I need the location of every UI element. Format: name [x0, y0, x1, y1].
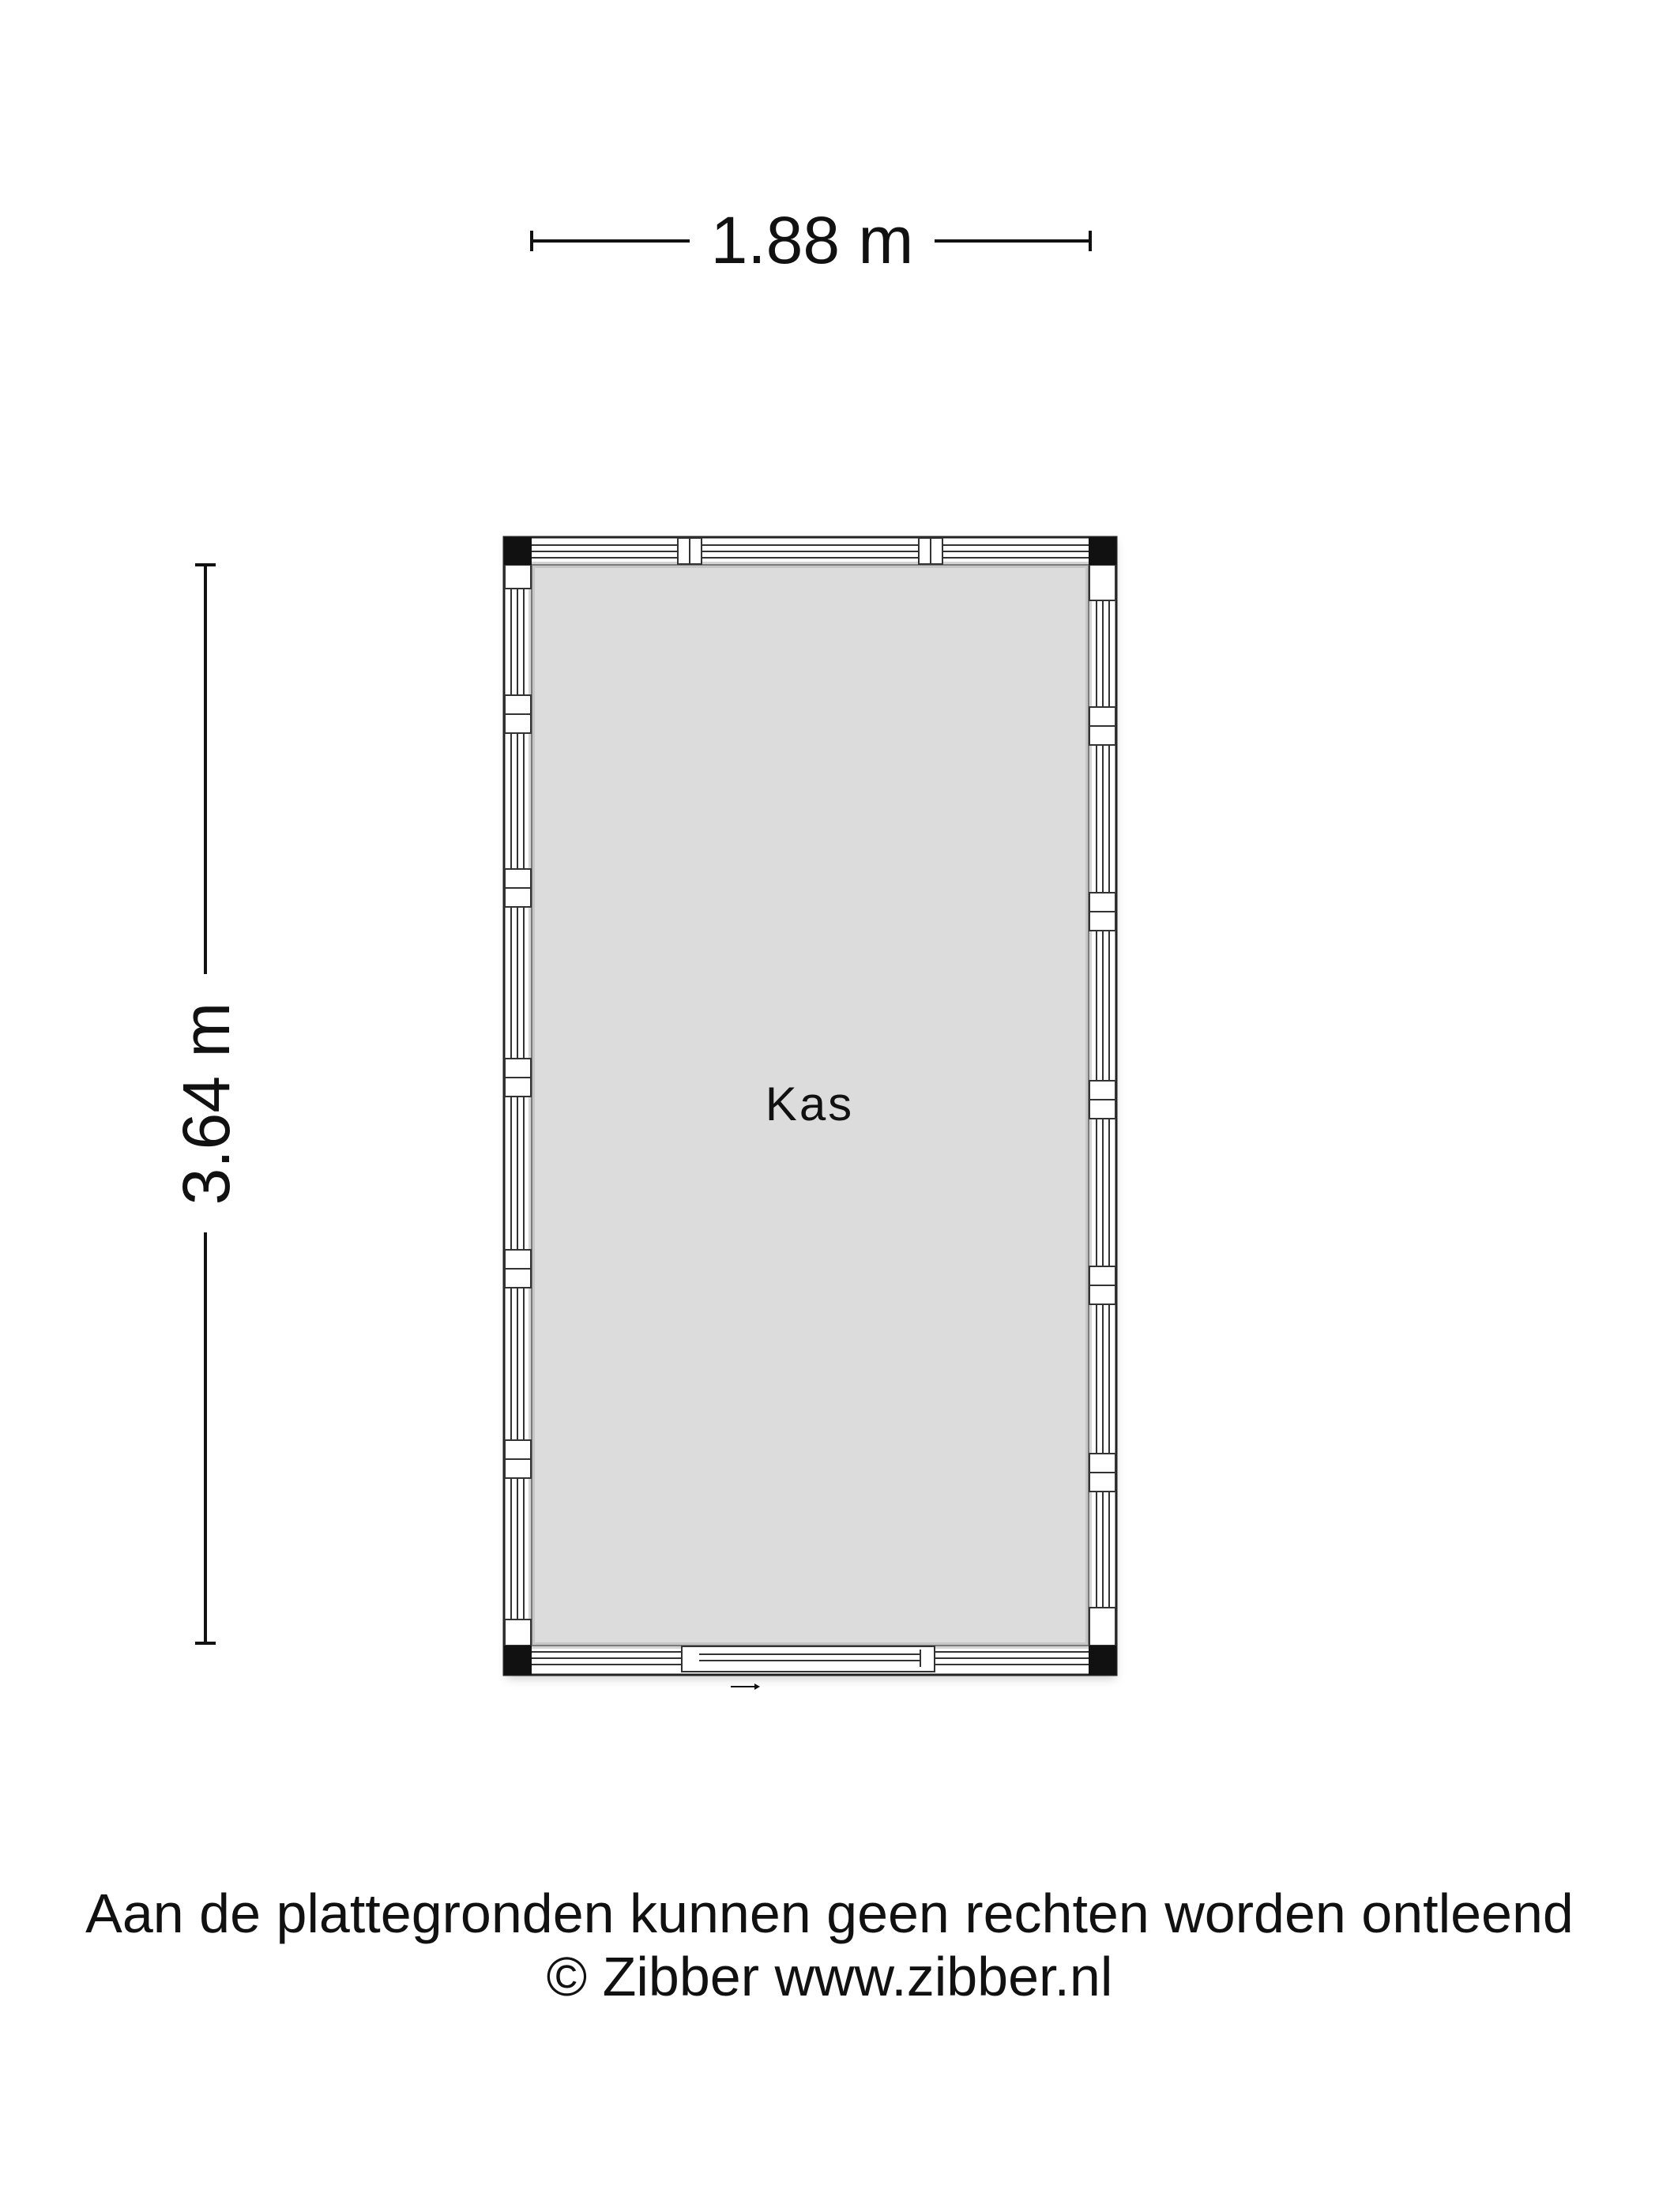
corner-post-bottom-left: [504, 1646, 532, 1675]
right-wall-glazing: [1089, 565, 1115, 1646]
copyright-text: © Zibber www.zibber.nl: [546, 1946, 1113, 2007]
corner-post-top-right: [1089, 537, 1116, 565]
disclaimer-text: Aan de plattegronden kunnen geen rechten worden ontleend: [85, 1883, 1574, 1944]
height-dimension-label: 3.64 m: [169, 1002, 243, 1206]
width-dimension: [532, 203, 1090, 277]
room-label: Kas: [765, 1078, 855, 1130]
height-dimension: [169, 565, 243, 1643]
width-dimension-label: 1.88 m: [710, 203, 914, 277]
corner-post-top-left: [504, 537, 532, 565]
corner-post-bottom-right: [1089, 1646, 1116, 1675]
door-arrow-icon: [731, 1683, 760, 1690]
